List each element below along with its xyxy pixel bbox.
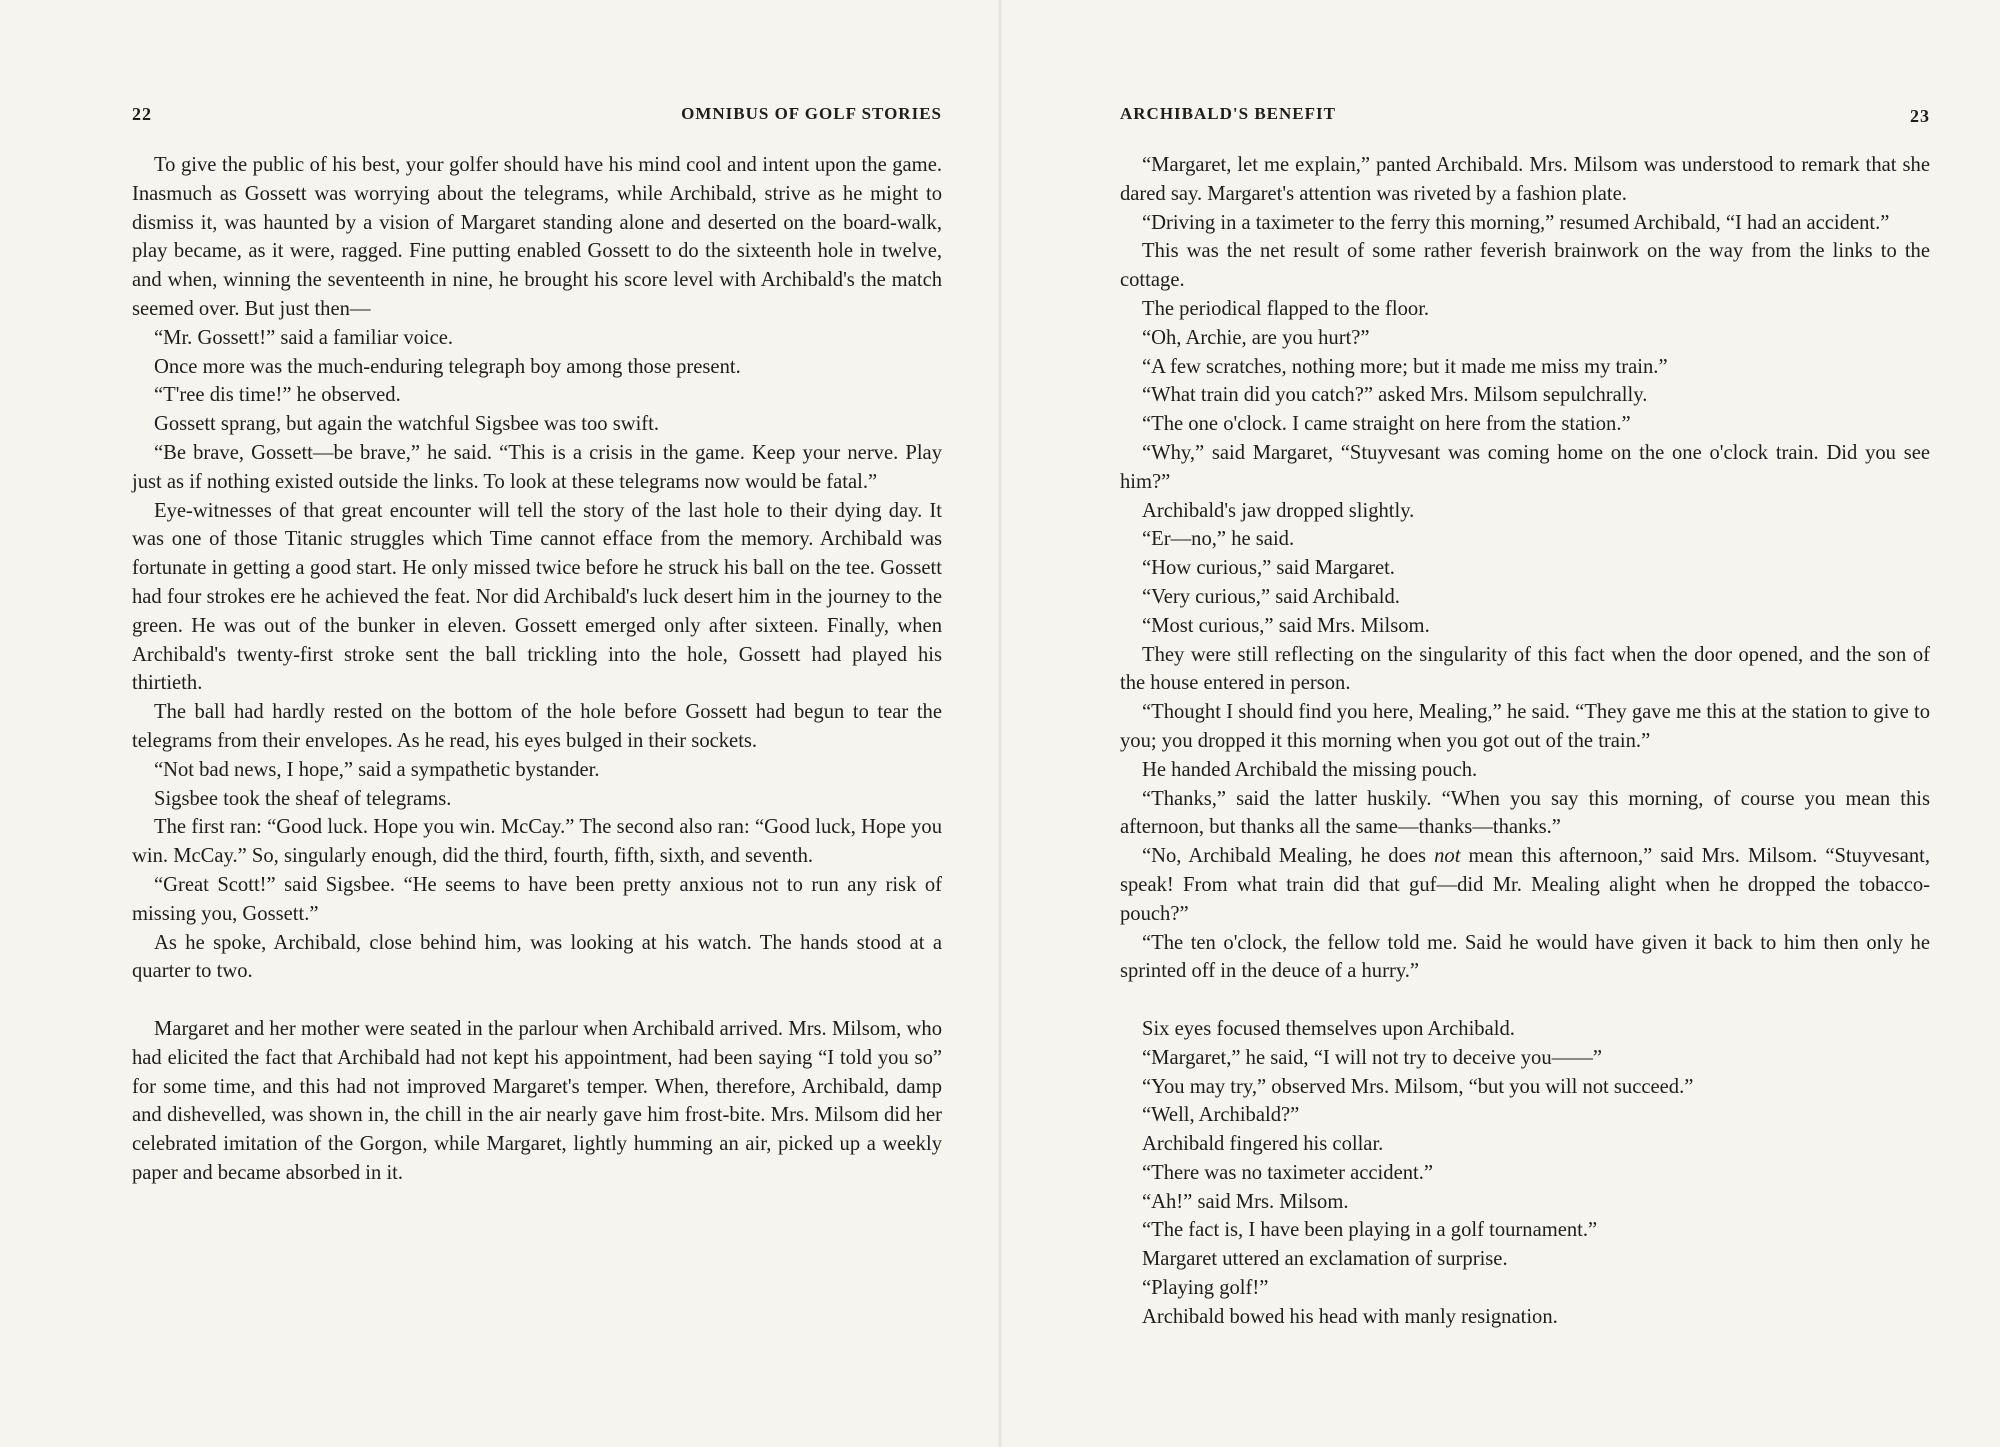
paragraph: Margaret and her mother were seated in the parlour when Archibald arrived. Mrs. Milsom, who had elicited the fact that Archibald had not kept his appointment, had been saying “I told you so” for some time, and this had not improved Margaret's temper. When, therefore, Archibald, damp and dishevelled, was shown in, the chill in the air nearly gave him frost-bite. Mrs. Milsom did her celebrated imitation of the Gorgon, while Margaret, lightly humming an air, picked up a weekly paper and became absorbed in it. xyxy=(132,1017,942,1184)
paragraph: “Driving in a taximeter to the ferry this morning,” resumed Archibald, “I had an accident.” xyxy=(1142,211,1890,234)
paragraph: “T'ree dis time!” he observed. xyxy=(154,384,401,407)
paragraph: This was the net result of some rather feverish brainwork on the way from the links to the cottage. xyxy=(1120,240,1930,292)
right-page xyxy=(1000,0,2000,1447)
paragraph-segment: “No, Archibald Mealing, he does xyxy=(1142,845,1435,868)
paragraph: The first ran: “Good luck. Hope you win. McCay.” The second also ran: “Good luck, Hope you win. McCay.” So, singularly enough, did the third, fourth, fifth, sixth, and seventh. xyxy=(132,816,942,868)
paragraph: “Thanks,” said the latter huskily. “When you say this morning, of course you mean this afternoon, but thanks all the same—thanks—thanks.” xyxy=(1120,787,1930,839)
paragraph: Gossett sprang, but again the watchful Sigsbee was too swift. xyxy=(154,413,660,436)
paragraph: “Very curious,” said Archibald. xyxy=(1142,585,1400,608)
paragraph: The ball had hardly rested on the bottom of the hole before Gossett had begun to tear the telegrams from their envelopes. As he read, his eyes bulged in their sockets. xyxy=(132,701,942,752)
paragraph: “Be brave, Gossett—be brave,” he said. “This is a crisis in the game. Keep your nerve. Play just as if nothing existed outside the links. To look at these telegrams now would be fatal.” xyxy=(132,441,942,493)
paragraph-segment: mean this afternoon,” said Mrs. Milsom. “Stuyvesant, speak! From what train did that guf—did Mr. Mealing alight when he dropped the tobacco-pouch?” xyxy=(1120,845,1931,925)
paragraph: “Not bad news, I hope,” said a sympathetic bystander. xyxy=(154,758,600,781)
page-body xyxy=(1120,151,1930,1332)
paragraph: “Ah!” said Mrs. Milsom. xyxy=(1142,1190,1349,1213)
running-head: ARCHIBALD'S BENEFIT xyxy=(1120,104,1336,123)
paragraph: Archibald's jaw dropped slightly. xyxy=(1142,499,1415,522)
page-header xyxy=(132,104,942,128)
running-head: OMNIBUS OF GOLF STORIES xyxy=(681,104,942,123)
paragraph: “A few scratches, nothing more; but it made me miss my train.” xyxy=(1142,355,1668,378)
paragraph xyxy=(1120,842,1930,928)
paragraph: Eye-witnesses of that great encounter will tell the story of the last hole to their dying day. It was one of those Titanic struggles which Time cannot efface from the memory. Archibald was fortunate in getting a good start. He only missed twice before he struck his ball on the tee. Gossett had four strokes ere he achieved the feat. Nor did Archibald's luck desert him in the journey to the green. He was out of the bunker in eleven. Gossett emerged only after sixteen. Finally, when Archibald's twenty-first stroke sent the ball trickling into the hole, Gossett had played his thirtieth. xyxy=(132,499,942,695)
page-body xyxy=(132,151,942,1188)
paragraph: “Great Scott!” said Sigsbee. “He seems to have been pretty anxious not to run any risk of missing you, Gossett.” xyxy=(132,873,942,925)
paragraph: “Playing golf!” xyxy=(1142,1277,1269,1300)
paragraph: “Margaret, let me explain,” panted Archibald. Mrs. Milsom was understood to remark that she dared say. Margaret's attention was riveted by a fashion plate. xyxy=(1120,154,1930,205)
paragraph: Margaret uttered an exclamation of surprise. xyxy=(1142,1248,1508,1271)
paragraph: “Most curious,” said Mrs. Milsom. xyxy=(1142,614,1430,637)
page-number: 23 xyxy=(1910,106,1930,126)
paragraph: “The fact is, I have been playing in a golf tournament.” xyxy=(1142,1219,1598,1242)
paragraph: They were still reflecting on the singularity of this fact when the door opened, and the son of the house entered in person. xyxy=(1120,643,1930,695)
paragraph: To give the public of his best, your golfer should have his mind cool and intent upon the game. Inasmuch as Gossett was worrying about the telegrams, while Archibald, strive as he might to dismiss it, was haunted by a vision of Margaret standing alone and deserted on the board-walk, play became, as it were, ragged. Fine putting enabled Gossett to do the sixteenth hole in twelve, and when, winning the seventeenth in nine, he brought his score level with Archibald's the match seemed over. But just then— xyxy=(132,154,942,320)
paragraph: He handed Archibald the missing pouch. xyxy=(1142,758,1478,781)
paragraph: The periodical flapped to the floor. xyxy=(1142,297,1430,320)
page-header xyxy=(1120,104,1930,128)
paragraph: “Er—no,” he said. xyxy=(1142,528,1295,551)
paragraph: As he spoke, Archibald, close behind him, was looking at his watch. The hands stood at a quarter to two. xyxy=(132,931,942,983)
paragraph: Archibald bowed his head with manly resignation. xyxy=(1142,1305,1558,1328)
page-number: 22 xyxy=(132,104,152,124)
paragraph: Once more was the much-enduring telegraph boy among those present. xyxy=(154,355,741,378)
paragraph: Sigsbee took the sheaf of telegrams. xyxy=(154,787,452,810)
paragraph: “Well, Archibald?” xyxy=(1142,1104,1300,1127)
paragraph: “How curious,” said Margaret. xyxy=(1142,557,1395,580)
paragraph: “The one o'clock. I came straight on here from the station.” xyxy=(1142,413,1631,436)
paragraph: Archibald fingered his collar. xyxy=(1142,1133,1384,1156)
paragraph: “What train did you catch?” asked Mrs. Milsom sepulchrally. xyxy=(1142,384,1648,407)
paragraph: “The ten o'clock, the fellow told me. Said he would have given it back to him then only he sprinted off in the deuce of a hurry.” xyxy=(1120,931,1930,983)
paragraph: “Mr. Gossett!” said a familiar voice. xyxy=(154,326,454,349)
paragraph: “You may try,” observed Mrs. Milsom, “but you will not succeed.” xyxy=(1142,1075,1694,1098)
paragraph: “Margaret,” he said, “I will not try to deceive you——” xyxy=(1142,1046,1602,1069)
paragraph: “Oh, Archie, are you hurt?” xyxy=(1142,326,1370,349)
paragraph: “Why,” said Margaret, “Stuyvesant was coming home on the one o'clock train. Did you see him?” xyxy=(1120,441,1930,493)
paragraph: “Thought I should find you here, Mealing,” he said. “They gave me this at the station to give to you; you dropped it this morning when you got out of the train.” xyxy=(1120,701,1930,752)
paragraph: “There was no taximeter accident.” xyxy=(1142,1161,1434,1184)
paragraph: Six eyes focused themselves upon Archibald. xyxy=(1142,1017,1515,1040)
emphasis: not xyxy=(1434,845,1461,868)
